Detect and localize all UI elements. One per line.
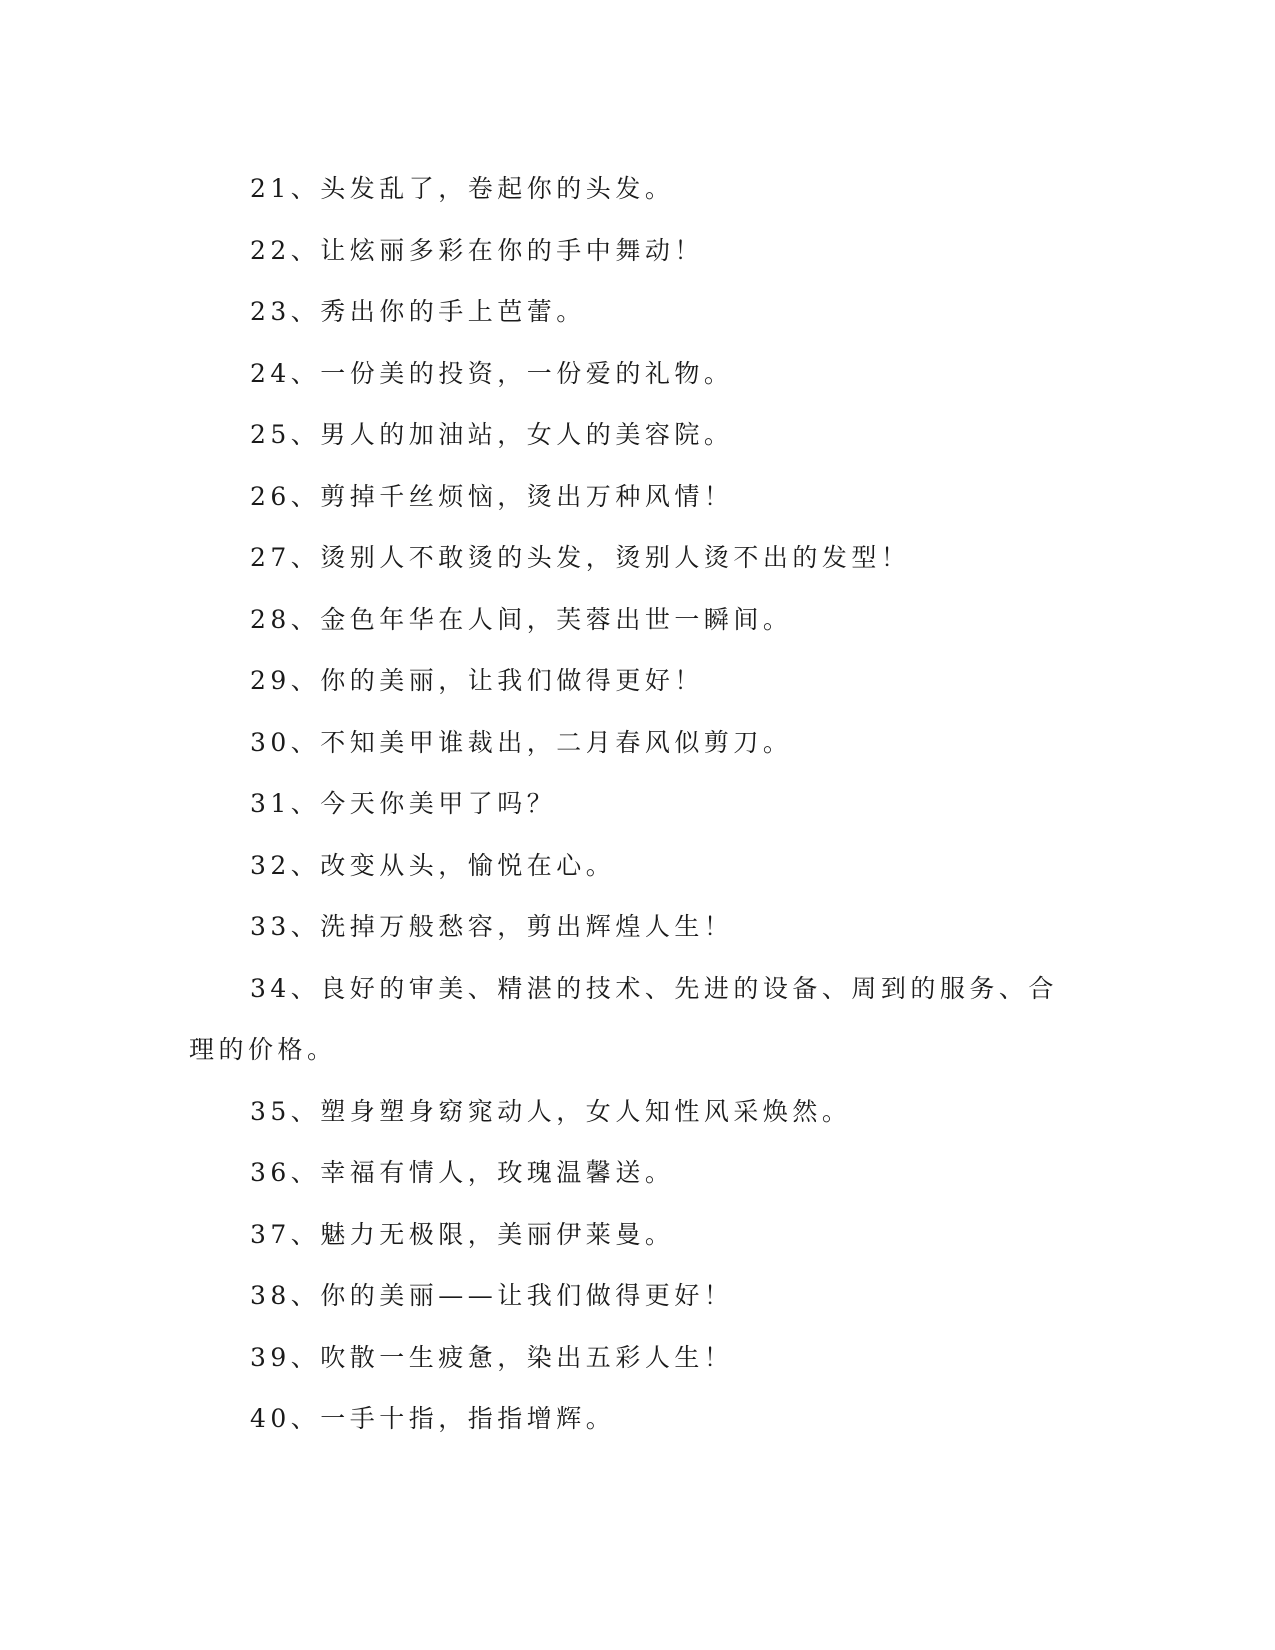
paragraph-27: 27、烫别人不敢烫的头发，烫别人烫不出的发型！: [250, 543, 911, 572]
paragraph-21: 21、头发乱了，卷起你的头发。: [250, 174, 675, 203]
document-body: [189, 158, 1079, 1450]
paragraph-35: 35、塑身塑身窈窕动人，女人知性风采焕然。: [250, 1096, 852, 1126]
paragraph-32: 32、改变从头，愉悦在心。: [250, 850, 616, 880]
paragraph-39: 39、吹散一生疲惫，染出五彩人生！: [250, 1342, 734, 1372]
paragraph-22: 22、让炫丽多彩在你的手中舞动！: [250, 235, 704, 265]
paragraph-34: 34、良好的审美、精湛的技术、先进的设备、周到的服务、合理的价格。: [189, 973, 1058, 1064]
paragraph-37: 37、魅力无极限，美丽伊莱曼。: [250, 1219, 675, 1249]
paragraph-30: 30、不知美甲谁裁出，二月春风似剪刀。: [250, 727, 793, 757]
paragraph-28: 28、金色年华在人间，芙蓉出世一瞬间。: [250, 604, 793, 634]
paragraph-29: 29、你的美丽，让我们做得更好！: [250, 666, 704, 695]
paragraph-26: 26、剪掉千丝烦恼，烫出万种风情！: [250, 481, 734, 511]
paragraph-38: 38、你的美丽——让我们做得更好！: [250, 1281, 734, 1310]
paragraph-36: 36、幸福有情人，玫瑰温馨送。: [250, 1158, 675, 1187]
paragraph-24: 24、一份美的投资，一份爱的礼物。: [250, 358, 734, 388]
paragraph-40: 40、一手十指，指指增辉。: [250, 1404, 616, 1433]
paragraph-31: 31、今天你美甲了吗？: [250, 789, 557, 818]
paragraph-23: 23、秀出你的手上芭蕾。: [250, 297, 586, 326]
paragraph-25: 25、男人的加油站，女人的美容院。: [250, 420, 734, 449]
paragraph-33: 33、洗掉万般愁容，剪出辉煌人生！: [250, 912, 734, 941]
